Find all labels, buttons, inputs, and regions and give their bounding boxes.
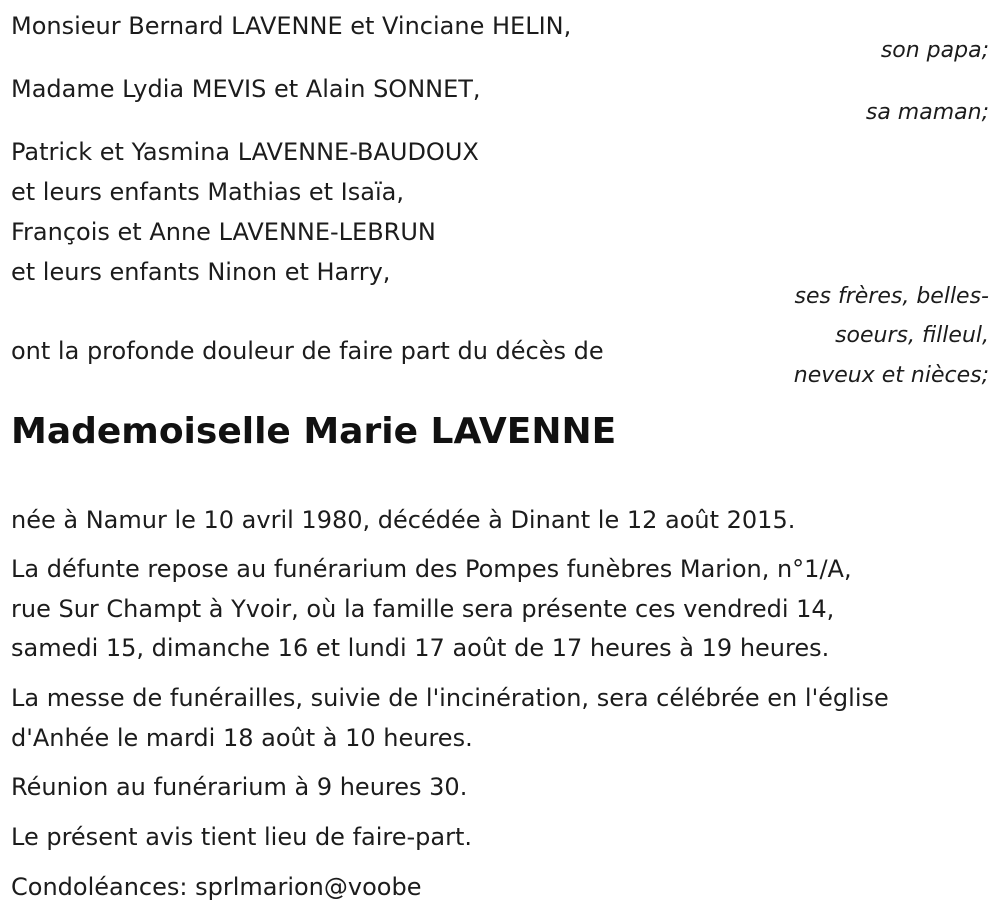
notice-line: Le présent avis tient lieu de faire-part. xyxy=(11,823,473,851)
meeting-line: Réunion au funérarium à 9 heures 30. xyxy=(11,773,468,801)
viewing-line-1: La défunte repose au funérarium des Pompes funèbres Marion, n°1/A, xyxy=(11,555,852,583)
family-line-sibling-3: François et Anne LAVENNE-LEBRUN xyxy=(11,218,436,246)
announcement-text: ont la profonde douleur de faire part du décès de xyxy=(11,337,604,365)
condolences-line: Condoléances: sprlmarion@voobe xyxy=(11,873,422,901)
family-line-sibling-2: et leurs enfants Mathias et Isaïa, xyxy=(11,178,404,206)
viewing-line-3: samedi 15, dimanche 16 et lundi 17 août de 17 heures à 19 heures. xyxy=(11,634,830,662)
birth-death-line: née à Namur le 10 avril 1980, décédée à Dinant le 12 août 2015. xyxy=(11,506,796,534)
family-line-sibling-4: et leurs enfants Ninon et Harry, xyxy=(11,258,391,286)
relation-siblings-1: ses frères, belles- xyxy=(794,284,989,309)
funeral-mass-line-1: La messe de funérailles, suivie de l'incinération, sera célébrée en l'église xyxy=(11,684,889,712)
funeral-mass-line-2: d'Anhée le mardi 18 août à 10 heures. xyxy=(11,724,473,752)
relation-siblings-2: soeurs, filleul, xyxy=(835,323,989,348)
viewing-line-2: rue Sur Champt à Yvoir, où la famille sera présente ces vendredi 14, xyxy=(11,595,835,623)
relation-father: son papa; xyxy=(880,38,989,63)
relation-mother: sa maman; xyxy=(865,100,989,125)
relation-siblings-3: neveux et nièces; xyxy=(793,363,989,388)
family-line-mother: Madame Lydia MEVIS et Alain SONNET, xyxy=(11,75,481,103)
deceased-name: Mademoiselle Marie LAVENNE xyxy=(11,411,617,452)
family-line-sibling-1: Patrick et Yasmina LAVENNE-BAUDOUX xyxy=(11,138,479,166)
family-line-father: Monsieur Bernard LAVENNE et Vinciane HELIN, xyxy=(11,12,572,40)
